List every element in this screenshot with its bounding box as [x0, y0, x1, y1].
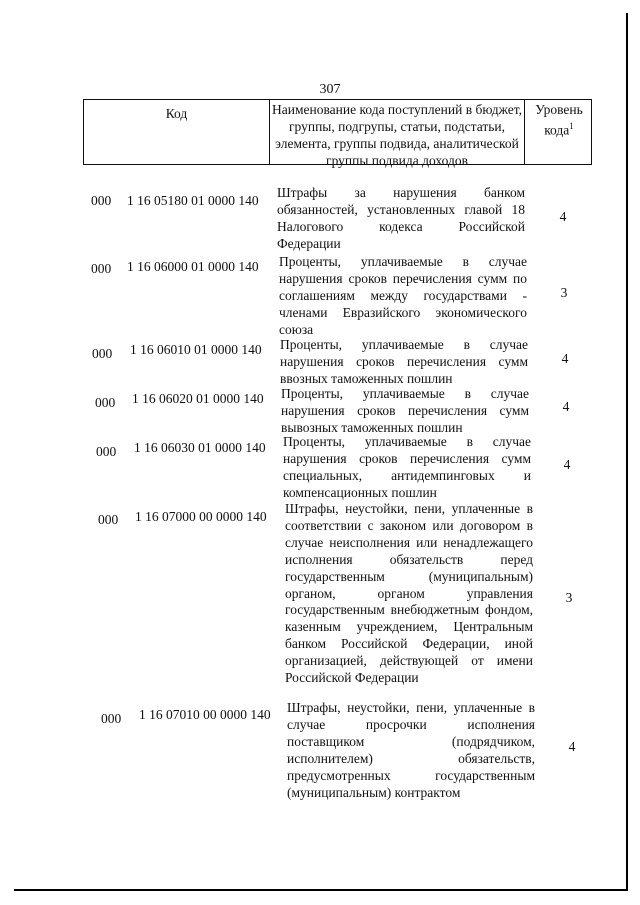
row-code: 1 16 07010 00 0000 140 — [139, 707, 271, 722]
row-name: Проценты, уплачиваемые в случае нарушения сроков перечисления сумм вывозных таможенных пошлин — [281, 386, 529, 435]
row-level: 4 — [559, 209, 567, 224]
header-name: Наименование кода поступлений в бюджет, группы, подгрупы, статьи, подстатьи, элемента, группы подвида, аналитической группы подвида доходов — [270, 100, 525, 164]
row-level: 4 — [563, 457, 571, 472]
row-name: Проценты, уплачиваемые в случае нарушения сроков перечисления сумм ввозных таможенных пошлин — [280, 337, 528, 386]
row-code: 1 16 06000 01 0000 140 — [127, 259, 259, 274]
page-number: 307 — [319, 82, 341, 97]
row-admin-code: 000 — [91, 261, 112, 276]
header-code: Код — [84, 100, 270, 164]
header-level-footnote: 1 — [569, 121, 574, 131]
row-admin-code: 000 — [98, 512, 119, 527]
row-code: 1 16 05180 01 0000 140 — [127, 193, 259, 208]
row-name: Штрафы, неустойки, пени, уплаченные в случае просрочки исполнения поставщиком (подрядчиком, исполнителем) обязательств, предусмотренных государственным (муниципальным) контрактом — [287, 700, 535, 800]
row-name: Проценты, уплачиваемые в случае нарушения сроков перечисления сумм по соглашениям между государствами - членами Евразийского экономического союза — [279, 254, 527, 337]
row-level: 3 — [565, 590, 573, 605]
row-admin-code: 000 — [91, 193, 112, 208]
row-admin-code: 000 — [101, 711, 122, 726]
table-header — [83, 99, 592, 168]
row-level: 4 — [568, 739, 576, 754]
row-name: Штрафы, неустойки, пени, уплаченные в соответствии с законом или договором в случае неисполнения или ненадлежащего исполнения обязательств перед государственным (муниципальным) органом, органом управления государственным внебюджетным фондом, казенным учреждением, Центральным банком Российской Федерации, иной организацией, действующей от имени Российской Федерации — [285, 501, 533, 686]
row-code: 1 16 07000 00 0000 140 — [135, 509, 267, 524]
row-name: Штрафы за нарушения банком обязанностей, установленных главой 18 Налогового кодекса Российской Федерации — [277, 185, 525, 251]
row-level: 4 — [562, 399, 570, 414]
row-code: 1 16 06010 01 0000 140 — [130, 342, 262, 357]
header-level — [525, 100, 593, 164]
row-admin-code: 000 — [96, 444, 117, 459]
row-admin-code: 000 — [92, 346, 113, 361]
row-name: Проценты, уплачиваемые в случае нарушения сроков перечисления сумм специальных, антидемпинговых и компенсационных пошлин — [283, 434, 531, 500]
row-level: 3 — [560, 285, 568, 300]
header-level-label: Уровень кода — [535, 102, 583, 138]
row-code: 1 16 06020 01 0000 140 — [132, 391, 264, 406]
row-level: 4 — [561, 351, 569, 366]
row-code: 1 16 06030 01 0000 140 — [134, 440, 266, 455]
row-admin-code: 000 — [95, 395, 116, 410]
